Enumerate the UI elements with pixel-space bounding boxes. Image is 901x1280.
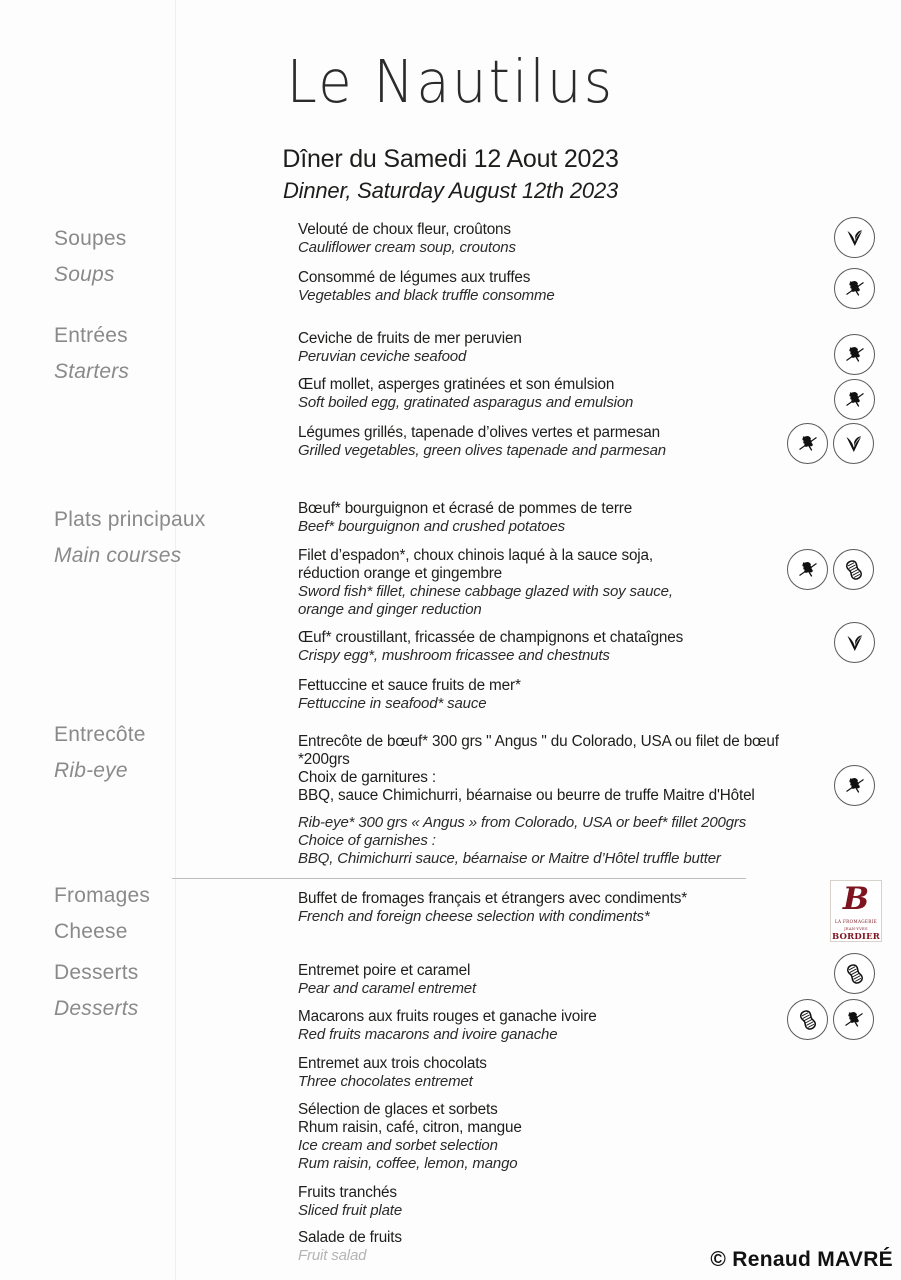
dish-icons: [834, 268, 875, 309]
dish-item: [298, 1229, 768, 1265]
dish-icons: [787, 999, 874, 1040]
dish-name-fr: Macarons aux fruits rouges et ganache ivoire: [298, 1008, 597, 1025]
dish-name-en: Fettuccine in seafood* sauce: [298, 695, 487, 713]
dish-icons: [834, 765, 875, 806]
menu-header: [0, 47, 901, 203]
section-label-fr: Desserts: [54, 961, 139, 984]
section-label-en: Rib-eye: [54, 759, 128, 782]
dish-item: [298, 547, 768, 619]
nuts-icon: [834, 953, 875, 994]
gluten-free-icon: [834, 334, 875, 375]
gluten-free-icon: [834, 379, 875, 420]
dish-name-en: Cauliflower cream soup, croutons: [298, 239, 516, 257]
dish-name-en: Red fruits macarons and ivoire ganache: [298, 1026, 558, 1044]
gluten-free-icon: [787, 423, 828, 464]
dish-name-en: French and foreign cheese selection with condiments*: [298, 908, 650, 926]
dish-name-fr: Œuf mollet, asperges gratinées et son émulsion: [298, 376, 615, 393]
dish-item: [298, 677, 768, 713]
dish-name-fr: Fettuccine et sauce fruits de mer*: [298, 677, 521, 694]
dish-name-fr: Salade de fruits: [298, 1229, 402, 1246]
dish-item: [298, 424, 768, 460]
dish-name-en: Pear and caramel entremet: [298, 980, 477, 998]
dish-name-fr: Légumes grillés, tapenade d’olives vertes et parmesan: [298, 424, 660, 441]
dish-name-fr: Bœuf* bourguignon et écrasé de pommes de terre: [298, 500, 633, 517]
section-label-plats-principaux: [54, 509, 234, 566]
dish-name-fr: Entrecôte de bœuf* 300 grs " Angus " du Colorado, USA ou filet de bœuf *200grs Choix de garnitures : BBQ, sauce Chimichurri, béarnaise ou beurre de truffe Maitre d'Hôtel: [298, 733, 779, 805]
nuts-icon: [833, 549, 874, 590]
dish-name-fr: Consommé de légumes aux truffes: [298, 269, 531, 286]
dish-icons: [834, 334, 875, 375]
gluten-free-icon: [787, 549, 828, 590]
dish-item: [298, 1101, 768, 1173]
restaurant-name: Le Nautilus: [286, 47, 615, 116]
dish-name-en: Ice cream and sorbet selection Rum raisin, coffee, lemon, mango: [298, 1137, 518, 1173]
section-label-fr: Soupes: [54, 227, 127, 250]
dish-name-fr: Filet d’espadon*, choux chinois laqué à la sauce soja, réduction orange et gingembre: [298, 547, 654, 583]
logo-line-1: LA FROMAGERIE: [834, 919, 878, 924]
menu-date-french: Dîner du Samedi 12 Aout 2023: [282, 145, 619, 173]
gluten-free-icon: [834, 268, 875, 309]
dish-item: [298, 1184, 768, 1220]
dish-name-en: Soft boiled egg, gratinated asparagus and emulsion: [298, 394, 634, 412]
dish-name-fr: Buffet de fromages français et étrangers avec condiments*: [298, 890, 688, 907]
section-label-en: Cheese: [54, 920, 128, 943]
section-label-en: Desserts: [54, 997, 139, 1020]
dish-name-en: Crispy egg*, mushroom fricassee and chestnuts: [298, 647, 610, 665]
nuts-icon: [787, 999, 828, 1040]
vegetarian-icon: [833, 423, 874, 464]
dish-icons: [834, 953, 875, 994]
dish-item: [298, 221, 768, 257]
dish-item: [298, 890, 828, 926]
section-label-fromages: [54, 885, 234, 942]
section-label-soupes: [54, 228, 234, 285]
dish-name-en: Peruvian ceviche seafood: [298, 348, 467, 366]
cheese-section-divider: [172, 878, 746, 879]
dish-item: [298, 500, 768, 536]
dish-icons: [834, 217, 875, 258]
logo-line-2: JEAN-YVES: [844, 925, 868, 931]
dish-name-en: Three chocolates entremet: [298, 1073, 473, 1091]
vegetarian-icon: [834, 217, 875, 258]
logo-monogram: B: [842, 881, 870, 917]
section-label-en: Starters: [54, 360, 130, 383]
dish-name-en: Fruit salad: [298, 1247, 367, 1265]
dish-name-en: Sliced fruit plate: [298, 1202, 403, 1220]
dish-name-fr: Œuf* croustillant, fricassée de champignons et chataîgnes: [298, 629, 684, 646]
bordier-cheese-logo: [830, 880, 882, 942]
dish-name-en: Vegetables and black truffle consomme: [298, 287, 555, 305]
dish-name-fr: Fruits tranchés: [298, 1184, 397, 1201]
copyright-watermark: © Renaud MAVRÉ: [710, 1248, 893, 1271]
dish-name-en: Sword fish* fillet, chinese cabbage glazed with soy sauce, orange and ginger reduction: [298, 583, 673, 619]
dish-icons: [787, 423, 874, 464]
dish-item: [298, 962, 768, 998]
vegetarian-icon: [834, 622, 875, 663]
menu-date-english: Dinner, Saturday August 12th 2023: [282, 177, 619, 203]
dish-name-fr: Velouté de choux fleur, croûtons: [298, 221, 511, 238]
dish-item: [298, 1055, 768, 1091]
dish-name-fr: Entremet aux trois chocolats: [298, 1055, 487, 1072]
dish-icons: [834, 379, 875, 420]
dish-name-en: Beef* bourguignon and crushed potatoes: [298, 518, 566, 536]
section-label-en: Soups: [54, 263, 115, 286]
gluten-free-icon: [833, 999, 874, 1040]
dish-item: [298, 269, 768, 305]
dish-name-en: Rib-eye* 300 grs « Angus » from Colorado, USA or beef* fillet 200grs Choice of garnishes : BBQ, Chimichurri sauce, béarnaise or Maitre d’Hôtel truffle butter: [298, 814, 747, 868]
section-label-fr: Entrecôte: [54, 723, 146, 746]
gluten-free-icon: [834, 765, 875, 806]
dish-name-fr: Ceviche de fruits de mer peruvien: [298, 330, 522, 347]
logo-line-3: BORDIER: [831, 931, 881, 942]
spacer: [298, 805, 828, 814]
section-label-desserts: [54, 962, 234, 1019]
dish-icons: [834, 622, 875, 663]
section-label-fr: Plats principaux: [54, 508, 206, 531]
section-label-fr: Fromages: [54, 884, 151, 907]
section-label-en: Main courses: [54, 544, 182, 567]
dish-item: [298, 629, 828, 665]
dish-name-fr: Sélection de glaces et sorbets Rhum raisin, café, citron, mangue: [298, 1101, 522, 1137]
section-label-entrecote: [54, 724, 234, 781]
section-label-entrees: [54, 325, 234, 382]
dish-item: [298, 733, 828, 868]
dish-icons: [787, 549, 874, 590]
dish-name-en: Grilled vegetables, green olives tapenade and parmesan: [298, 442, 666, 460]
dish-item: [298, 330, 768, 366]
section-label-fr: Entrées: [54, 324, 128, 347]
dish-item: [298, 376, 768, 412]
dish-item: [298, 1008, 768, 1044]
dish-name-fr: Entremet poire et caramel: [298, 962, 471, 979]
